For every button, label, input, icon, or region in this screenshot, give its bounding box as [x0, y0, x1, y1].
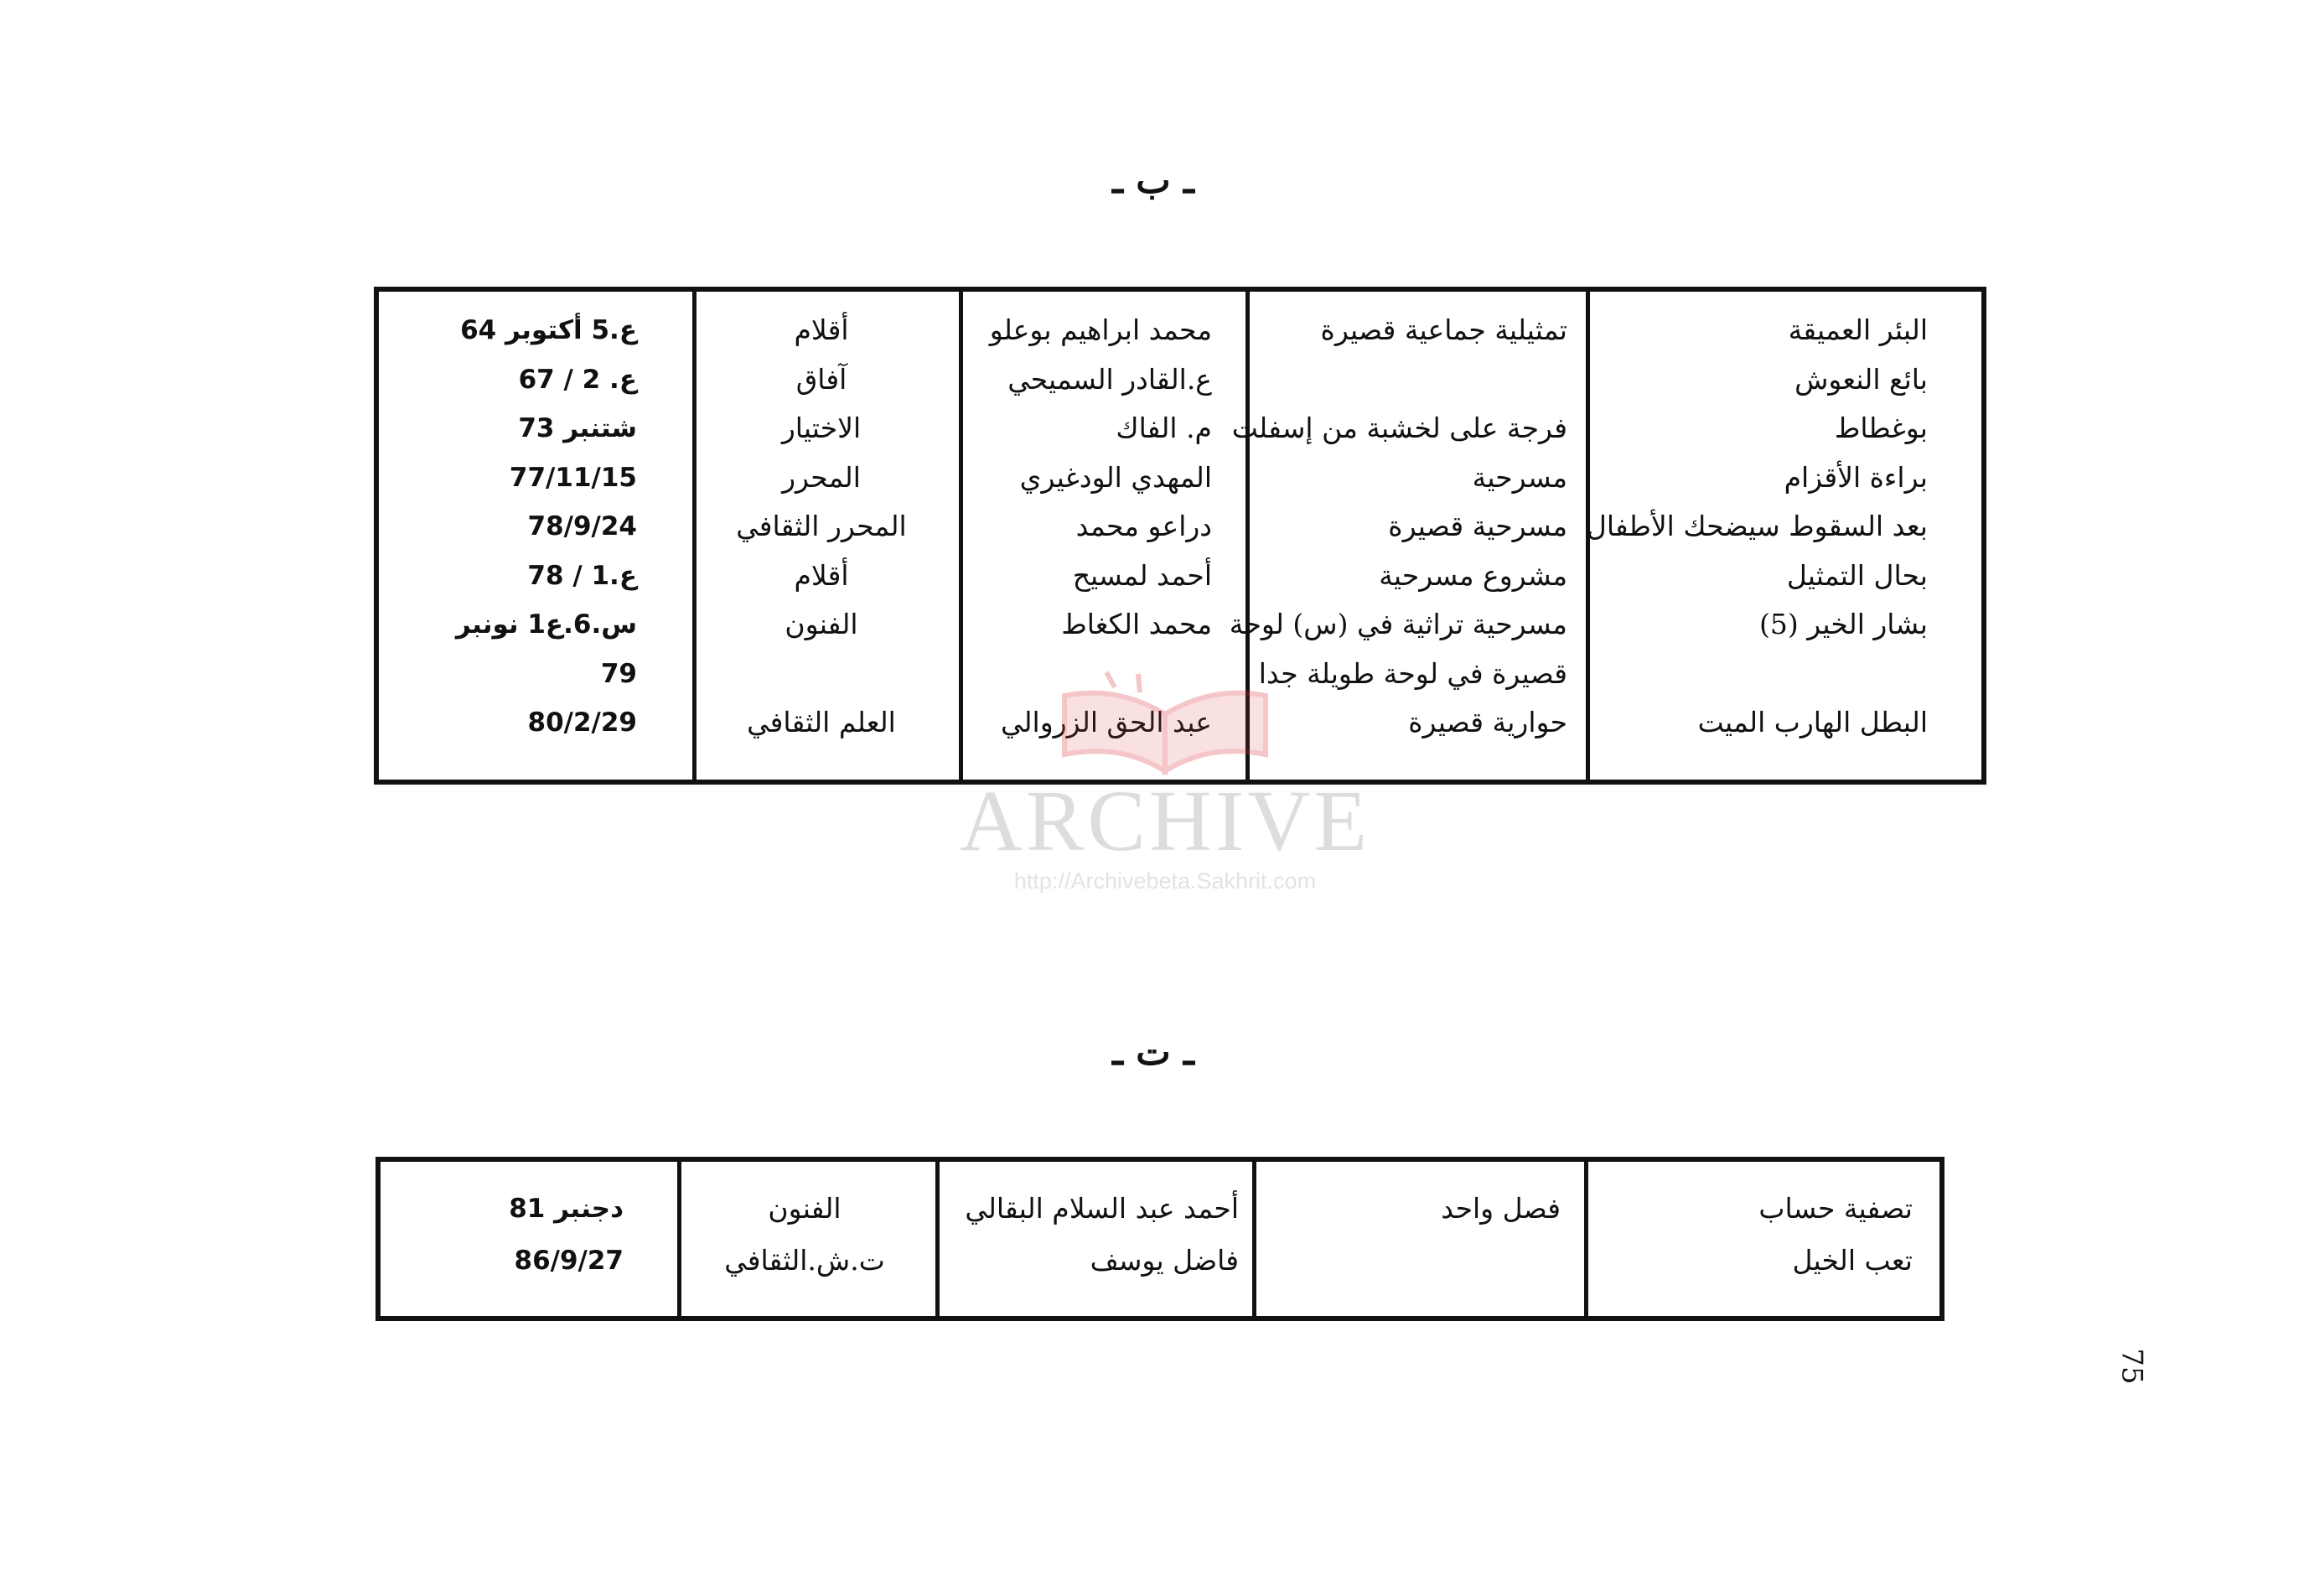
- table-cell-publication: آفاق: [795, 362, 847, 396]
- table-cell-publication: أقلام: [794, 558, 849, 592]
- table-cell-author: أحمد لمسيح: [1072, 558, 1212, 592]
- table-cell-title: تعب الخيل: [1792, 1244, 1913, 1277]
- table-cell-date: 78/9/24: [527, 511, 637, 542]
- table-cell-author: محمد الكغاط: [1061, 608, 1212, 640]
- table-section-t: [375, 1157, 1945, 1321]
- table-cell-author: دراعو محمد: [1075, 510, 1212, 542]
- table-cell-publication: المحرر: [782, 460, 861, 494]
- table-cell-genre: مسرحية: [1472, 460, 1567, 494]
- table-cell-date: شتنبر 73: [518, 413, 637, 443]
- col-divider: [1252, 1162, 1256, 1316]
- col-divider: [935, 1162, 940, 1316]
- table-cell-date: ع.5 أكتوبر 64: [460, 315, 637, 345]
- table-cell-publication: الاختيار: [781, 412, 862, 444]
- table-cell-date: 77/11/15: [509, 462, 637, 493]
- table-cell-author: عبد الحق الزروالي: [1000, 706, 1212, 738]
- table-cell-title: البطل الهارب الميت: [1697, 706, 1928, 738]
- table-cell-publication: ت.ش.الثقافي: [724, 1244, 885, 1277]
- table-cell-author: م. الفاك: [1116, 412, 1212, 444]
- table-cell-genre: حوارية قصيرة: [1408, 706, 1567, 738]
- table-cell-genre: فصل واحد: [1441, 1192, 1561, 1225]
- table-cell-genre: مسرحية تراثية في (س) لوحة: [1229, 608, 1567, 640]
- col-divider: [959, 292, 963, 780]
- table-cell-title: بوغطاط: [1834, 412, 1928, 444]
- table-cell-publication: المحرر الثقافي: [736, 510, 907, 542]
- table-cell-genre: مشروع مسرحية: [1379, 558, 1567, 592]
- table-cell-genre: فرجة على لخشبة من إسفلت: [1231, 412, 1567, 444]
- table-cell-title: البئر العميقة: [1788, 314, 1928, 346]
- table-cell-genre: تمثيلية جماعية قصيرة: [1320, 314, 1567, 346]
- table-cell-publication: الفنون: [785, 608, 858, 640]
- watermark-text: ARCHIVE: [959, 773, 1371, 869]
- table-cell-date: ع.1 / 78: [527, 560, 637, 591]
- table-cell-title: براءة الأقزام: [1784, 460, 1928, 494]
- table-cell-author: المهدي الودغيري: [1019, 460, 1212, 494]
- table-cell-author: أحمد عبد السلام البقالي: [965, 1192, 1239, 1225]
- col-divider: [1584, 1162, 1588, 1316]
- table-cell-genre: قصيرة في لوحة طويلة جدا: [1258, 656, 1567, 690]
- table-cell-date: 86/9/27: [514, 1246, 624, 1276]
- page-number: 75: [2115, 1348, 2149, 1385]
- table-cell-author: محمد ابراهيم بوعلو: [989, 314, 1212, 346]
- table-cell-publication: الفنون: [768, 1192, 842, 1225]
- section-heading-b: ـ ب ـ: [1112, 159, 1194, 202]
- table-cell-title: بعد السقوط سيضحك الأطفال: [1586, 510, 1928, 542]
- table-cell-genre: مسرحية قصيرة: [1388, 510, 1567, 542]
- table-cell-title: تصفية حساب: [1758, 1192, 1913, 1225]
- table-cell-date: 80/2/29: [527, 707, 637, 738]
- col-divider: [677, 1162, 681, 1316]
- table-cell-date: س.6.ع1 نونبر: [455, 609, 637, 640]
- table-cell-publication: العلم الثقافي: [747, 706, 896, 738]
- table-cell-date: دجنبر 81: [509, 1194, 624, 1224]
- table-cell-publication: أقلام: [794, 314, 849, 346]
- table-cell-date: 79: [600, 658, 637, 689]
- section-heading-t: ـ ت ـ: [1112, 1031, 1194, 1074]
- table-cell-title: بشار الخير (5): [1758, 608, 1928, 640]
- table-cell-title: بائع النعوش: [1794, 362, 1928, 396]
- table-cell-date: ع. 2 / 67: [518, 364, 637, 395]
- table-cell-author: ع.القادر السميحي: [1007, 362, 1212, 396]
- table-cell-author: فاضل يوسف: [1090, 1244, 1239, 1277]
- table-cell-title: بحال التمثيل: [1786, 558, 1928, 592]
- watermark-url: http://Archivebeta.Sakhrit.com: [1013, 868, 1317, 894]
